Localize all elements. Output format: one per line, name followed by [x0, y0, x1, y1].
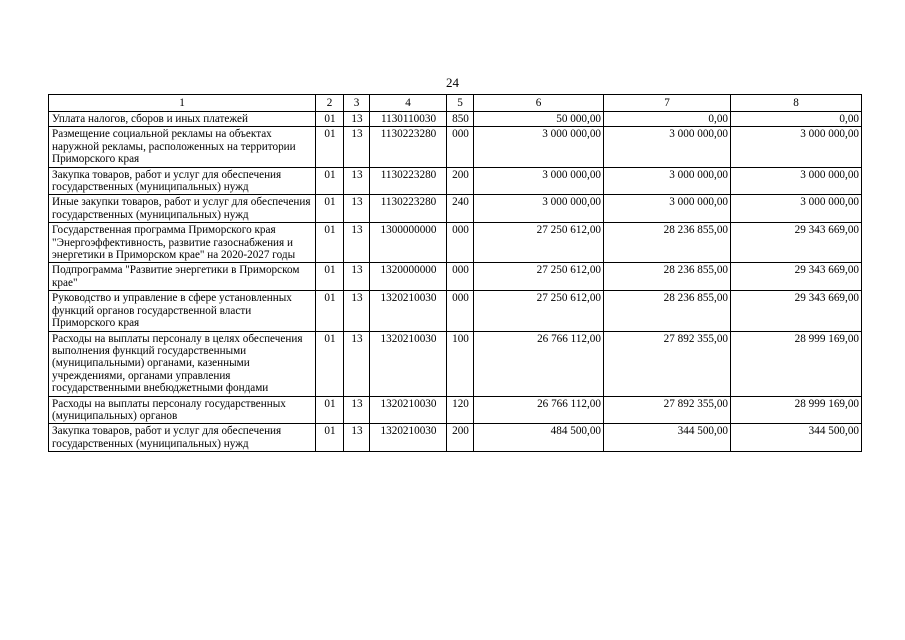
- header-col-3: 3: [344, 95, 370, 112]
- row-year-1: 27 250 612,00: [474, 291, 604, 331]
- row-year-2: 28 236 855,00: [604, 223, 731, 263]
- header-col-1: 1: [49, 95, 316, 112]
- row-ministry: 01: [316, 331, 344, 396]
- row-year-2: 27 892 355,00: [604, 396, 731, 424]
- row-section: 13: [344, 331, 370, 396]
- row-article: 1130110030: [370, 112, 447, 127]
- row-section: 13: [344, 424, 370, 452]
- row-article: 1130223280: [370, 167, 447, 195]
- row-year-3: 344 500,00: [731, 424, 862, 452]
- row-year-2: 28 236 855,00: [604, 291, 731, 331]
- table-row: [49, 263, 862, 291]
- row-article: 1320210030: [370, 291, 447, 331]
- header-col-6: 6: [474, 95, 604, 112]
- row-year-2: 0,00: [604, 112, 731, 127]
- row-name: Руководство и управление в сфере установленных функций органов государственной власти Приморского края: [49, 291, 316, 331]
- row-expense-type: 200: [447, 167, 474, 195]
- row-year-1: 27 250 612,00: [474, 223, 604, 263]
- row-year-3: 29 343 669,00: [731, 223, 862, 263]
- page-number: 24: [446, 75, 459, 90]
- row-ministry: 01: [316, 112, 344, 127]
- row-section: 13: [344, 291, 370, 331]
- row-name: Расходы на выплаты персоналу в целях обеспечения выполнения функций государственными (муниципальными) органами, казенными учреждениями, органами управления государственными внебюджетными фондами: [49, 331, 316, 396]
- row-name: Государственная программа Приморского края "Энергоэффективность, развитие газоснабжения и энергетики в Приморском крае" на 2020-2027 годы: [49, 223, 316, 263]
- row-section: 13: [344, 223, 370, 263]
- row-year-1: 27 250 612,00: [474, 263, 604, 291]
- row-year-2: 344 500,00: [604, 424, 731, 452]
- row-name: Уплата налогов, сборов и иных платежей: [49, 112, 316, 127]
- header-col-7: 7: [604, 95, 731, 112]
- row-year-3: 28 999 169,00: [731, 396, 862, 424]
- row-year-2: 3 000 000,00: [604, 195, 731, 223]
- table-row: [49, 331, 862, 396]
- row-name: Размещение социальной рекламы на объектах наружной рекламы, расположенных на территории Приморского края: [49, 127, 316, 167]
- row-year-1: 26 766 112,00: [474, 396, 604, 424]
- row-year-3: 0,00: [731, 112, 862, 127]
- row-ministry: 01: [316, 223, 344, 263]
- row-expense-type: 120: [447, 396, 474, 424]
- header-row: [49, 95, 862, 112]
- row-ministry: 01: [316, 424, 344, 452]
- table-row: [49, 291, 862, 331]
- row-expense-type: 000: [447, 291, 474, 331]
- row-article: 1320000000: [370, 263, 447, 291]
- row-ministry: 01: [316, 127, 344, 167]
- row-ministry: 01: [316, 195, 344, 223]
- row-expense-type: 850: [447, 112, 474, 127]
- row-expense-type: 000: [447, 127, 474, 167]
- row-article: 1130223280: [370, 195, 447, 223]
- row-expense-type: 240: [447, 195, 474, 223]
- row-year-1: 3 000 000,00: [474, 195, 604, 223]
- row-expense-type: 000: [447, 263, 474, 291]
- header-col-5: 5: [447, 95, 474, 112]
- row-year-3: 29 343 669,00: [731, 291, 862, 331]
- table-row: [49, 127, 862, 167]
- table-row: [49, 112, 862, 127]
- row-section: 13: [344, 195, 370, 223]
- row-section: 13: [344, 127, 370, 167]
- table-row: [49, 396, 862, 424]
- row-article: 1320210030: [370, 424, 447, 452]
- row-section: 13: [344, 167, 370, 195]
- row-year-1: 3 000 000,00: [474, 127, 604, 167]
- row-expense-type: 000: [447, 223, 474, 263]
- table-row: [49, 424, 862, 452]
- row-year-3: 3 000 000,00: [731, 127, 862, 167]
- row-name: Иные закупки товаров, работ и услуг для обеспечения государственных (муниципальных) нужд: [49, 195, 316, 223]
- row-ministry: 01: [316, 291, 344, 331]
- row-year-1: 3 000 000,00: [474, 167, 604, 195]
- row-ministry: 01: [316, 396, 344, 424]
- header-col-4: 4: [370, 95, 447, 112]
- row-year-2: 28 236 855,00: [604, 263, 731, 291]
- row-year-1: 26 766 112,00: [474, 331, 604, 396]
- row-article: 1300000000: [370, 223, 447, 263]
- row-year-2: 3 000 000,00: [604, 127, 731, 167]
- row-name: Подпрограмма "Развитие энергетики в Приморском крае": [49, 263, 316, 291]
- table-header: [49, 95, 862, 112]
- row-ministry: 01: [316, 167, 344, 195]
- row-name: Расходы на выплаты персоналу государственных (муниципальных) органов: [49, 396, 316, 424]
- row-year-3: 29 343 669,00: [731, 263, 862, 291]
- row-year-1: 484 500,00: [474, 424, 604, 452]
- row-year-3: 28 999 169,00: [731, 331, 862, 396]
- row-article: 1320210030: [370, 396, 447, 424]
- row-name: Закупка товаров, работ и услуг для обеспечения государственных (муниципальных) нужд: [49, 167, 316, 195]
- row-year-2: 3 000 000,00: [604, 167, 731, 195]
- row-year-3: 3 000 000,00: [731, 195, 862, 223]
- table-row: [49, 195, 862, 223]
- row-expense-type: 100: [447, 331, 474, 396]
- row-article: 1320210030: [370, 331, 447, 396]
- row-year-2: 27 892 355,00: [604, 331, 731, 396]
- table-row: [49, 223, 862, 263]
- budget-table: [48, 94, 862, 452]
- header-col-2: 2: [316, 95, 344, 112]
- row-ministry: 01: [316, 263, 344, 291]
- header-col-8: 8: [731, 95, 862, 112]
- row-year-1: 50 000,00: [474, 112, 604, 127]
- row-name: Закупка товаров, работ и услуг для обеспечения государственных (муниципальных) нужд: [49, 424, 316, 452]
- row-section: 13: [344, 396, 370, 424]
- table-row: [49, 167, 862, 195]
- table-body: [49, 112, 862, 452]
- row-section: 13: [344, 263, 370, 291]
- row-article: 1130223280: [370, 127, 447, 167]
- row-expense-type: 200: [447, 424, 474, 452]
- row-section: 13: [344, 112, 370, 127]
- row-year-3: 3 000 000,00: [731, 167, 862, 195]
